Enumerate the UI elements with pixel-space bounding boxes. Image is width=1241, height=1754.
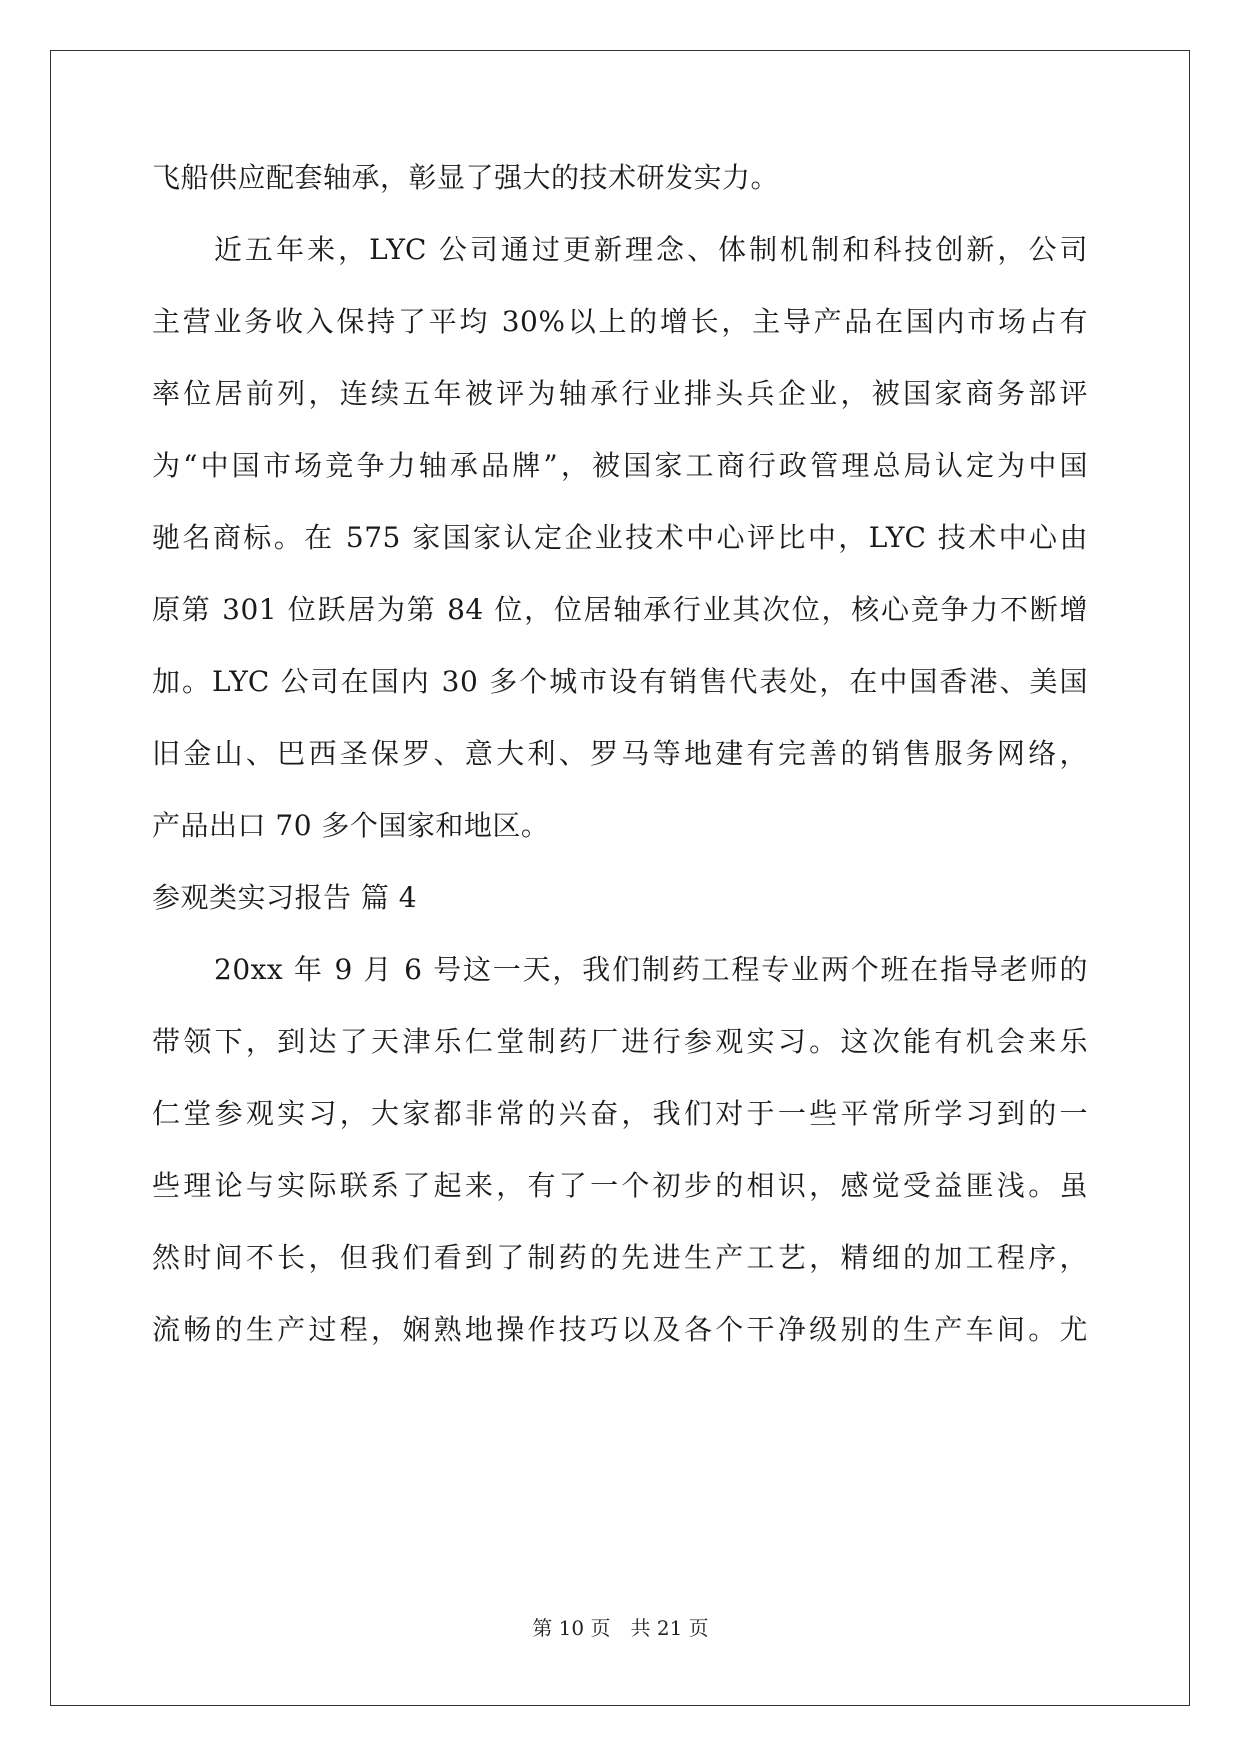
text-line: 然时间不长，但我们看到了制药的先进生产工艺，精细的加工程序， [152, 1241, 1088, 1274]
text-line: 主营业务收入保持了平均 30%以上的增长，主导产品在国内市场占有 [152, 305, 1088, 338]
text-line: 带领下，到达了天津乐仁堂制药厂进行参观实习。这次能有机会来乐 [152, 1025, 1088, 1058]
text-line: 飞船供应配套轴承，彰显了强大的技术研发实力。 [152, 161, 780, 194]
text-line: 些理论与实际联系了起来，有了一个初步的相识，感觉受益匪浅。虽 [152, 1169, 1088, 1202]
page-number: 第 10 页 共 21 页 [532, 1616, 709, 1640]
text-line: 近五年来，LYC 公司通过更新理念、体制机制和科技创新，公司 [214, 233, 1088, 266]
text-line: 驰名商标。在 575 家国家认定企业技术中心评比中，LYC 技术中心由 [152, 521, 1088, 554]
text-line: 旧金山、巴西圣保罗、意大利、罗马等地建有完善的销售服务网络， [152, 737, 1088, 770]
text-line: 加。LYC 公司在国内 30 多个城市设有销售代表处，在中国香港、美国 [152, 665, 1088, 698]
text-line: 产品出口 70 多个国家和地区。 [152, 809, 550, 842]
section-heading: 参观类实习报告 篇 4 [152, 881, 418, 914]
text-line: 20xx 年 9 月 6 号这一天，我们制药工程专业两个班在指导老师的 [214, 953, 1088, 986]
text-line: 为“中国市场竞争力轴承品牌”，被国家工商行政管理总局认定为中国 [152, 449, 1088, 482]
text-line: 仁堂参观实习，大家都非常的兴奋，我们对于一些平常所学习到的一 [152, 1097, 1088, 1130]
text-line: 原第 301 位跃居为第 84 位，位居轴承行业其次位，核心竞争力不断增 [152, 593, 1088, 626]
text-line: 率位居前列，连续五年被评为轴承行业排头兵企业，被国家商务部评 [152, 377, 1088, 410]
text-line: 流畅的生产过程，娴熟地操作技巧以及各个干净级别的生产车间。尤 [152, 1313, 1088, 1346]
